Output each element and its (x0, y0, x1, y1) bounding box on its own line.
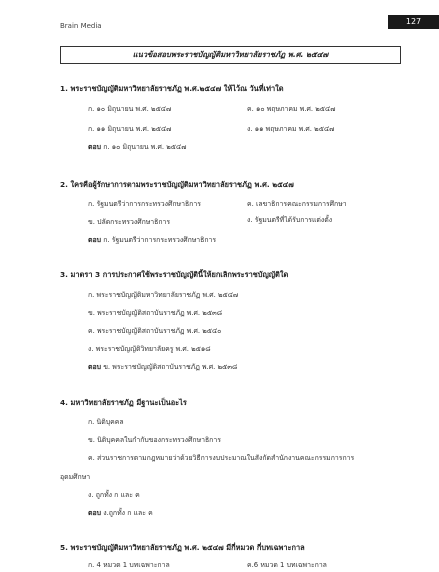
page-number: 127 (388, 15, 439, 29)
question-2-option-a: ก. รัฐมนตรีว่าการกระทรวงศึกษาธิการ (88, 200, 201, 208)
question-4-option-d: ง. ถูกทั้ง ก และ ค (88, 491, 140, 499)
answer-prefix: ตอบ (88, 143, 101, 151)
question-3-option-b: ข. พระราชบัญญัติสถาบันราชภัฏ พ.ศ. ๒๕๓๘ (88, 309, 223, 317)
question-5-option-a: ก. 4 หมวด 1 บทเฉพาะกาล (88, 561, 170, 569)
question-2-option-c: ค. เลขาธิการคณะกรรมการศึกษา (247, 200, 347, 208)
question-5: 5. พระราชบัญญัติมหาวิทยาลัยราชภัฏ พ.ศ. ๒๕๔๗ มีกี่หมวด กี่บทเฉพาะกาล (60, 543, 305, 552)
page-title: แนวข้อสอบพระราชบัญญัติมหาวิทยาลัยราชภัฏ พ.ศ. ๒๕๔๗ (60, 46, 401, 64)
question-1: 1. พระราชบัญญัติมหาวิทยาลัยราชภัฏ พ.ศ.๒๕๔๗ ให้ไว้ณ วันที่เท่าใด (60, 84, 284, 93)
question-3: 3. มาตรา 3 การประกาศใช้พระราชบัญญัตินี้ให้ยกเลิกพระราชบัญญัติใด (60, 270, 289, 279)
question-1-option-b: ก. ๑๑ มิถุนายน พ.ศ. ๒๕๔๗ (88, 125, 172, 133)
question-1-option-c: ค. ๑๐ พฤษภาคม พ.ศ. ๒๕๔๗ (247, 105, 336, 113)
answer-prefix: ตอบ (88, 363, 101, 371)
answer-prefix: ตอบ (88, 509, 101, 517)
question-2: 2. ใครคือผู้รักษาการตามพระราชบัญญัติมหาวิทยาลัยราชภัฏ พ.ศ. ๒๕๔๗ (60, 180, 294, 189)
question-1-option-d: ง. ๑๑ พฤษภาคม พ.ศ. ๒๕๔๗ (247, 125, 335, 133)
question-5-option-c: ค.6 หมวด 1 บทเฉพาะกาล (247, 561, 327, 569)
answer-prefix: ตอบ (88, 236, 101, 244)
question-4-option-c-continued: อุดมศึกษา (60, 473, 91, 481)
answer-text: ก. ๑๐ มิถุนายน พ.ศ. ๒๕๔๗ (103, 143, 187, 151)
question-3-answer (88, 362, 237, 373)
question-3-option-a: ก. พระราชบัญญัติมหาวิทยาลัยราชภัฏ พ.ศ. ๒๕๔๗ (88, 291, 239, 299)
answer-text: ข. พระราชบัญญัติสถาบันราชภัฏ พ.ศ. ๒๕๓๘ (103, 363, 238, 371)
question-4-option-c: ค. ส่วนราชการตามกฎหมายว่าด้วยวิธีการงบประมาณในสังกัดสำนักงานคณะกรรมการการ (88, 454, 355, 462)
question-4-option-a: ก. นิติบุคคล (88, 418, 124, 426)
question-4-answer (88, 508, 153, 519)
question-1-answer (88, 142, 186, 153)
question-4: 4. มหาวิทยาลัยราชภัฏ มีฐานะเป็นอะไร (60, 398, 187, 407)
question-2-option-b: ข. ปลัดกระทรวงศึกษาธิการ (88, 218, 171, 226)
answer-text: ง.ถูกทั้ง ก และ ค (103, 509, 153, 517)
question-1-option-a: ก. ๑๐ มิถุนายน พ.ศ. ๒๕๔๗ (88, 105, 172, 113)
question-2-answer (88, 235, 216, 246)
answer-text: ก. รัฐมนตรีว่าการกระทรวงศึกษาธิการ (103, 236, 217, 244)
question-3-option-d: ง. พระราชบัญญัติวิทยาลัยครู พ.ศ. ๒๕๑๘ (88, 345, 211, 353)
question-4-option-b: ข. นิติบุคคลในกำกับของกระทรวงศึกษาธิการ (88, 436, 221, 444)
question-2-option-d: ง. รัฐมนตรีที่ได้รับการแต่งตั้ง (247, 216, 333, 224)
question-3-option-c: ค. พระราชบัญญัติสถาบันราชภัฏ พ.ศ. ๒๕๔๐ (88, 327, 222, 335)
brand-label: Brain Media (60, 22, 102, 30)
